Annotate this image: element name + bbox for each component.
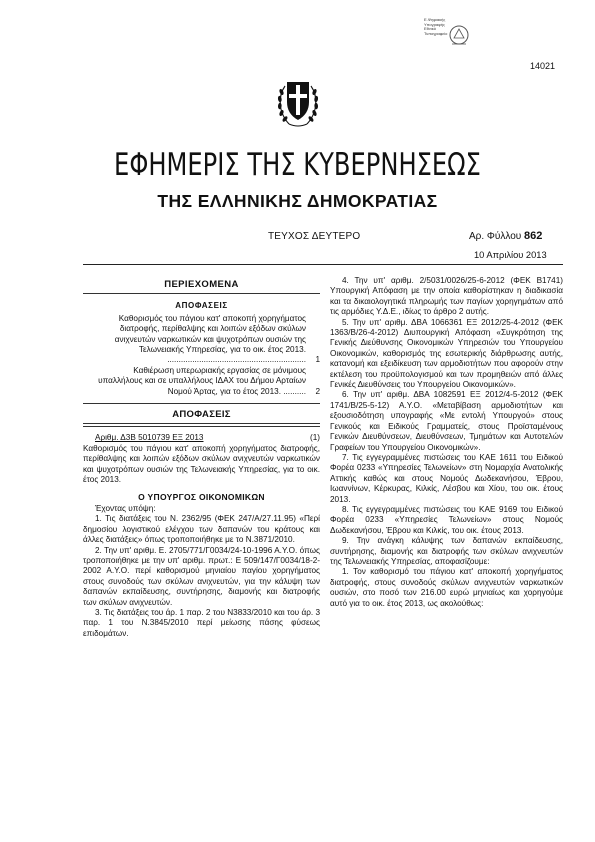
paragraph: 7. Τις εγγεγραμμένες πιστώσεις του ΚΑΕ 1611 του Ειδικού Φορέα 0233 «Υπηρεσίες Τελωνείων» στη Νομαρχία Ανατολικής Αττικής καθώς και στους Νομούς Δωδεκανήσου, Έβρου, Ιωαννίνων, Κέρκυρας, Κιλκίς, Λέσβου και Χίου, του οικ. έτους 2013. [330, 452, 563, 504]
header-divider [83, 264, 563, 265]
toc-entry[interactable] [83, 366, 320, 397]
having-regard: Έχοντας υπόψη: [95, 503, 156, 513]
paragraph: 2. Την υπ' αριθμ. Ε. 2705/771/Γ0034/24-10-1996 Α.Υ.Ο. όπως τροποποιήθηκε με την υπ' αριθμ. πρωτ.: Ε 509/147/Γ0034/18-2-2002 Α.Υ.Ο. περί καθορισμού μηνιαίου παγίου χορηγήματος στους συνοδούς των σκύλων ανιχνευτών, για την κάλυψη των δαπανών εκπαίδευσης, συντήρησης, διαμονής και διατροφής των σκύλων ανιχνευτών. [83, 545, 320, 607]
gazette-subtitle: ΤΗΣ ΕΛΛΗΝΙΚΗΣ ΔΗΜΟΚΡΑΤΙΑΣ [157, 191, 438, 211]
issue-label: ΤΕΥΧΟΣ ΔΕΥΤΕΡΟ [268, 231, 361, 242]
minister-heading: Ο ΥΠΟΥΡΓΟΣ ΟΙΚΟΝΟΜΙΚΩΝ [138, 491, 265, 502]
paragraph: 8. Τις εγγεγραμμένες πιστώσεις του ΚΑΕ 9169 του Ειδικού Φορέα 0233 «Υπηρεσίες Τελωνείων» στους Νομούς Δωδεκανήσου, Έβρου και Κιλκίς, του οικ. έτους 2013. [330, 504, 563, 535]
sheet-number: 862 [524, 230, 543, 242]
toc-entry-page: 2 [315, 386, 320, 396]
stamp-line: Εθνικό [424, 26, 436, 31]
greek-coat-of-arms-icon [275, 72, 321, 130]
section-divider [83, 423, 320, 424]
toc-entry[interactable] [83, 314, 320, 366]
digital-signature-stamp [424, 18, 472, 58]
toc-entry-text: Καθορισμός του πάγιου κατ' αποκοπή χορηγήματος διατροφής, περίθαλψης και λοιπών εξόδων σκύλων ανιχνευτών ναρκωτικών και ψυχοτρόπων ουσιών της Τελωνειακής Υπηρεσίας, για το οικ. έτος 2013. ............................................................. [114, 313, 306, 365]
toc-entry-text: Καθιέρωση υπερωριακής εργασίας σε μόνιμους υπαλλήλους και σε υπαλλήλους ΙΔΑΧ του Δήμου Αρταίων Νομού Άρτας, για το έτος 2013. .......... [98, 365, 306, 396]
toc-entry-page: 1 [315, 355, 320, 365]
gazette-title: ΕΦΗΜΕΡΙΣ ΤΗΣ ΚΥΒΕΡΝΗΣΕΩΣ [114, 147, 481, 183]
paragraph: 6. Την υπ' αριθμ. ΔΒΑ 1082591 ΕΞ 2012/4-5-2012 (ΦΕΚ 1741/Β/25-5-12) Α.Υ.Ο. «Μεταβίβαση αρμοδιοτήτων και εξουσιοδότηση υπογραφής «Με εντολή Υπουργού» στους Γενικούς και Ειδικούς Γραμματείς, στους Προϊσταμένους Γενικών Διευθύνσεων, Διευθύνσεων, Τμημάτων και Αυτοτελών Γραφείων του Υπουργείου Οικονομικών». [330, 390, 563, 452]
page-number: 14021 [530, 61, 556, 71]
paragraph: 5. Την υπ' αριθμ. ΔΒΑ 1066361 ΕΞ 2012/25-4-2012 (ΦΕΚ 1363/Β/26-4-2012) Διυπουργική Απόφαση «Συγκρότηση της Γενικής Διεύθυνσης Οικονομικών Υπηρεσιών του Υπουργείου Οικονομικών, καθορισμός της εσωτερικής διάρθρωσης αυτής, κατανομή και εξειδίκευση των αρμοδιοτήτων που αφορούν στην εκτέλεση του προϋπολογισμού και των προμηθειών από άλλες Γενικές Διευθύνσεις του Υπουργείου Οικονομικών». [330, 317, 563, 390]
paragraph: 3. Τις διατάξεις του άρ. 1 παρ. 2 του Ν3833/2010 και του άρ. 3 παρ. 1 του Ν.3845/2010 περί μείωσης πάσης φύσεως επιδομάτων. [83, 607, 320, 638]
paragraph: 1. Τις διατάξεις του Ν. 2362/95 (ΦΕΚ 247/Α/27.11.95) «Περί δημοσίου λογιστικού ελέγχου των δαπανών του κράτους και άλλες διατάξεις» όπως τροποποιήθηκε με το Ν.3871/2010. [83, 514, 320, 545]
sheet-number-block [469, 230, 542, 242]
decision-number-row [83, 433, 320, 443]
left-column [83, 276, 320, 639]
decision-number: Αριθμ. Δ3Β 5010739 ΕΞ 2013 [95, 433, 204, 443]
right-column [330, 276, 563, 609]
issue-date: 10 Απριλίου 2013 [474, 250, 547, 260]
section-divider [83, 403, 320, 404]
seal-icon [448, 24, 470, 48]
toc-title: ΠΕΡΙΕΧΟΜΕΝΑ [164, 279, 239, 290]
section-divider [83, 426, 320, 427]
sheet-label: Αρ. Φύλλου [469, 231, 522, 242]
paragraph: 9. Την ανάγκη κάλυψης των δαπανών εκπαίδευσης, συντήρησης, διαμονής και διατροφής των σκύλων ανιχνευτών της Τελωνειακής Υπηρεσίας, αποφασίζουμε: [330, 536, 563, 566]
paragraph: 4. Την υπ' αριθμ. 2/5031/0026/25-6-2012 (ΦΕΚ Β1741) Υπουργική Απόφαση με την οποία καθορίστηκαν η διαδικασία και τα δικαιολογητικά πληρωμής των παγίων χορηγημάτων από τις αρμόδιες Υ.Δ.Ε., ιδίως το άρθρο 2 αυτής. [330, 276, 563, 317]
stamp-line: Υπογραφής [424, 21, 445, 27]
decision-index: (1) [309, 433, 320, 443]
paragraph: 1. Τον καθορισμό του πάγιου κατ' αποκοπή χορηγήματος διατροφής, στους συνοδούς σκύλων ανιχνευτών ναρκωτικών ουσιών, στο ποσό των 216.00 ευρώ μηνιαίως και χορηγούμε αυτό για το οικ. έτος 2013, ως ακολούθως: [330, 567, 563, 608]
toc-divider [83, 293, 320, 294]
stamp-line: Τυπογραφείο [424, 30, 448, 36]
decision-title: Καθορισμός του πάγιου κατ' αποκοπή χορηγήματος διατροφής, περίθαλψης και λοιπών εξόδων σκύλων ανιχνευτών ναρκωτικών και ψυχοτρόπων ουσιών της Τελωνειακής Υπηρεσίας, για το οικ. έτος 2013. [83, 443, 320, 485]
decisions-heading: ΑΠΟΦΑΣΕΙΣ [172, 409, 231, 421]
toc-subtitle: ΑΠΟΦΑΣΕΙΣ [175, 301, 228, 311]
stamp-line: Ε.Ψηφιακής [424, 17, 446, 22]
